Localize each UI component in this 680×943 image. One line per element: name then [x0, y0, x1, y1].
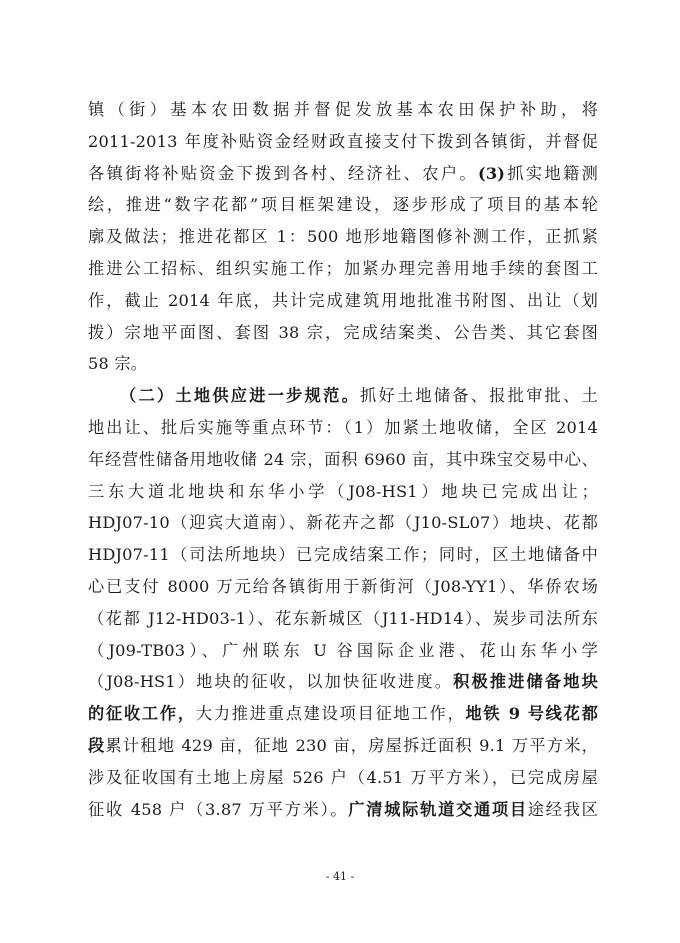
body-text [88, 94, 598, 825]
text-line [88, 762, 598, 794]
text-run: 作，截止 2014 年底，共计完成建筑用地批准书附图、出让（划 [88, 290, 598, 310]
text-line [88, 348, 598, 380]
text-run: 地出让、批后实施等重点环节：（1）加紧土地收储，全区 2014 [88, 417, 598, 437]
text-run: 征收 458 户（3.87 万平方米）。 [88, 799, 349, 819]
text-run: 58 宗。 [88, 354, 148, 374]
bold-text-run: （二）土地供应进一步规范。 [120, 386, 361, 406]
text-run: 推进公工招标、组织实施工作；加紧办理完善用地手续的套图工 [88, 258, 598, 278]
text-line [88, 794, 598, 826]
text-line [88, 730, 598, 762]
text-run: 镇（街）基本农田数据并督促发放基本农田保护补助，将 [88, 100, 598, 119]
text-run: HDJ07-10（迎宾大道南）、新花卉之都（J10-SL07）地块、花都 [88, 513, 598, 533]
text-line [88, 253, 598, 285]
text-run: 年经营性储备用地收储 24 宗，面积 6960 亩，其中珠宝交易中心、 [88, 449, 598, 469]
text-run: 抓实地籍测 [505, 163, 599, 183]
text-run: 廓及做法；推进花都区 1：500 地形地籍图修补测工作，正抓紧 [88, 227, 598, 247]
text-run: 心已支付 8000 万元给各镇街用于新街河（J08-YY1）、华侨农场 [88, 576, 598, 596]
text-line [88, 94, 598, 126]
text-line [88, 635, 598, 667]
bold-text-run: 积极推进储备地块 [453, 672, 598, 692]
text-line [88, 476, 598, 508]
text-run: HDJ07-11（司法所地块）已完成结案工作；同时，区土地储备中 [88, 545, 598, 565]
text-line [88, 380, 598, 412]
text-run: （花都 J12-HD03-1）、花东新城区（J11-HD14）、炭步司法所东 [88, 608, 598, 628]
text-run: 抓好土地储备、报批审批、土 [360, 386, 598, 406]
page-number: - 41 - [325, 870, 355, 883]
text-run: 大力推进重点建设项目征地工作， [195, 704, 466, 724]
text-line [88, 507, 598, 539]
text-line [88, 571, 598, 603]
bold-text-run: 广清城际轨道交通项目 [348, 799, 528, 819]
text-run: （J08-HS1）地块的征收，以加快征收进度。 [88, 672, 454, 692]
text-line [88, 444, 598, 476]
text-line [88, 317, 598, 349]
bold-text-run: 地铁 9 号线花都 [465, 704, 598, 724]
text-run: 涉及征收国有土地上房屋 526 户（4.51 万平方米），已完成房屋 [88, 767, 598, 787]
text-line [88, 126, 598, 158]
bold-text-run: 的征收工作， [88, 704, 196, 724]
text-run: 各镇街将补贴资金下拨到各村、经济社、农户。 [88, 163, 478, 183]
text-run: （J09-TB03）、广州联东 U 谷国际企业港、花山东华小学 [88, 640, 598, 660]
text-run: 累计租地 429 亩，征地 230 亩，房屋拆迁面积 9.1 万平方米， [105, 735, 599, 755]
text-line [88, 412, 598, 444]
text-line [88, 698, 598, 730]
text-line [88, 189, 598, 221]
text-line [88, 221, 598, 253]
text-line [88, 603, 598, 635]
text-run: 三东大道北地块和东华小学（J08-HS1）地块已完成出让； [88, 481, 598, 501]
text-line [88, 539, 598, 571]
text-run: 途经我区 [527, 799, 598, 819]
text-line [88, 158, 598, 190]
text-line [88, 285, 598, 317]
bold-text-run: 段 [88, 735, 106, 755]
text-run: 2011-2013 年度补贴资金经财政直接支付下拨到各镇街，并督促 [88, 131, 598, 151]
text-run: 绘，推进“数字花都”项目框架建设，逐步形成了项目的基本轮 [88, 195, 598, 215]
bold-text-run: (3) [477, 163, 506, 183]
text-line [88, 666, 598, 698]
text-run: 拨）宗地平面图、套图 38 宗，完成结案类、公告类、其它套图 [88, 322, 598, 342]
